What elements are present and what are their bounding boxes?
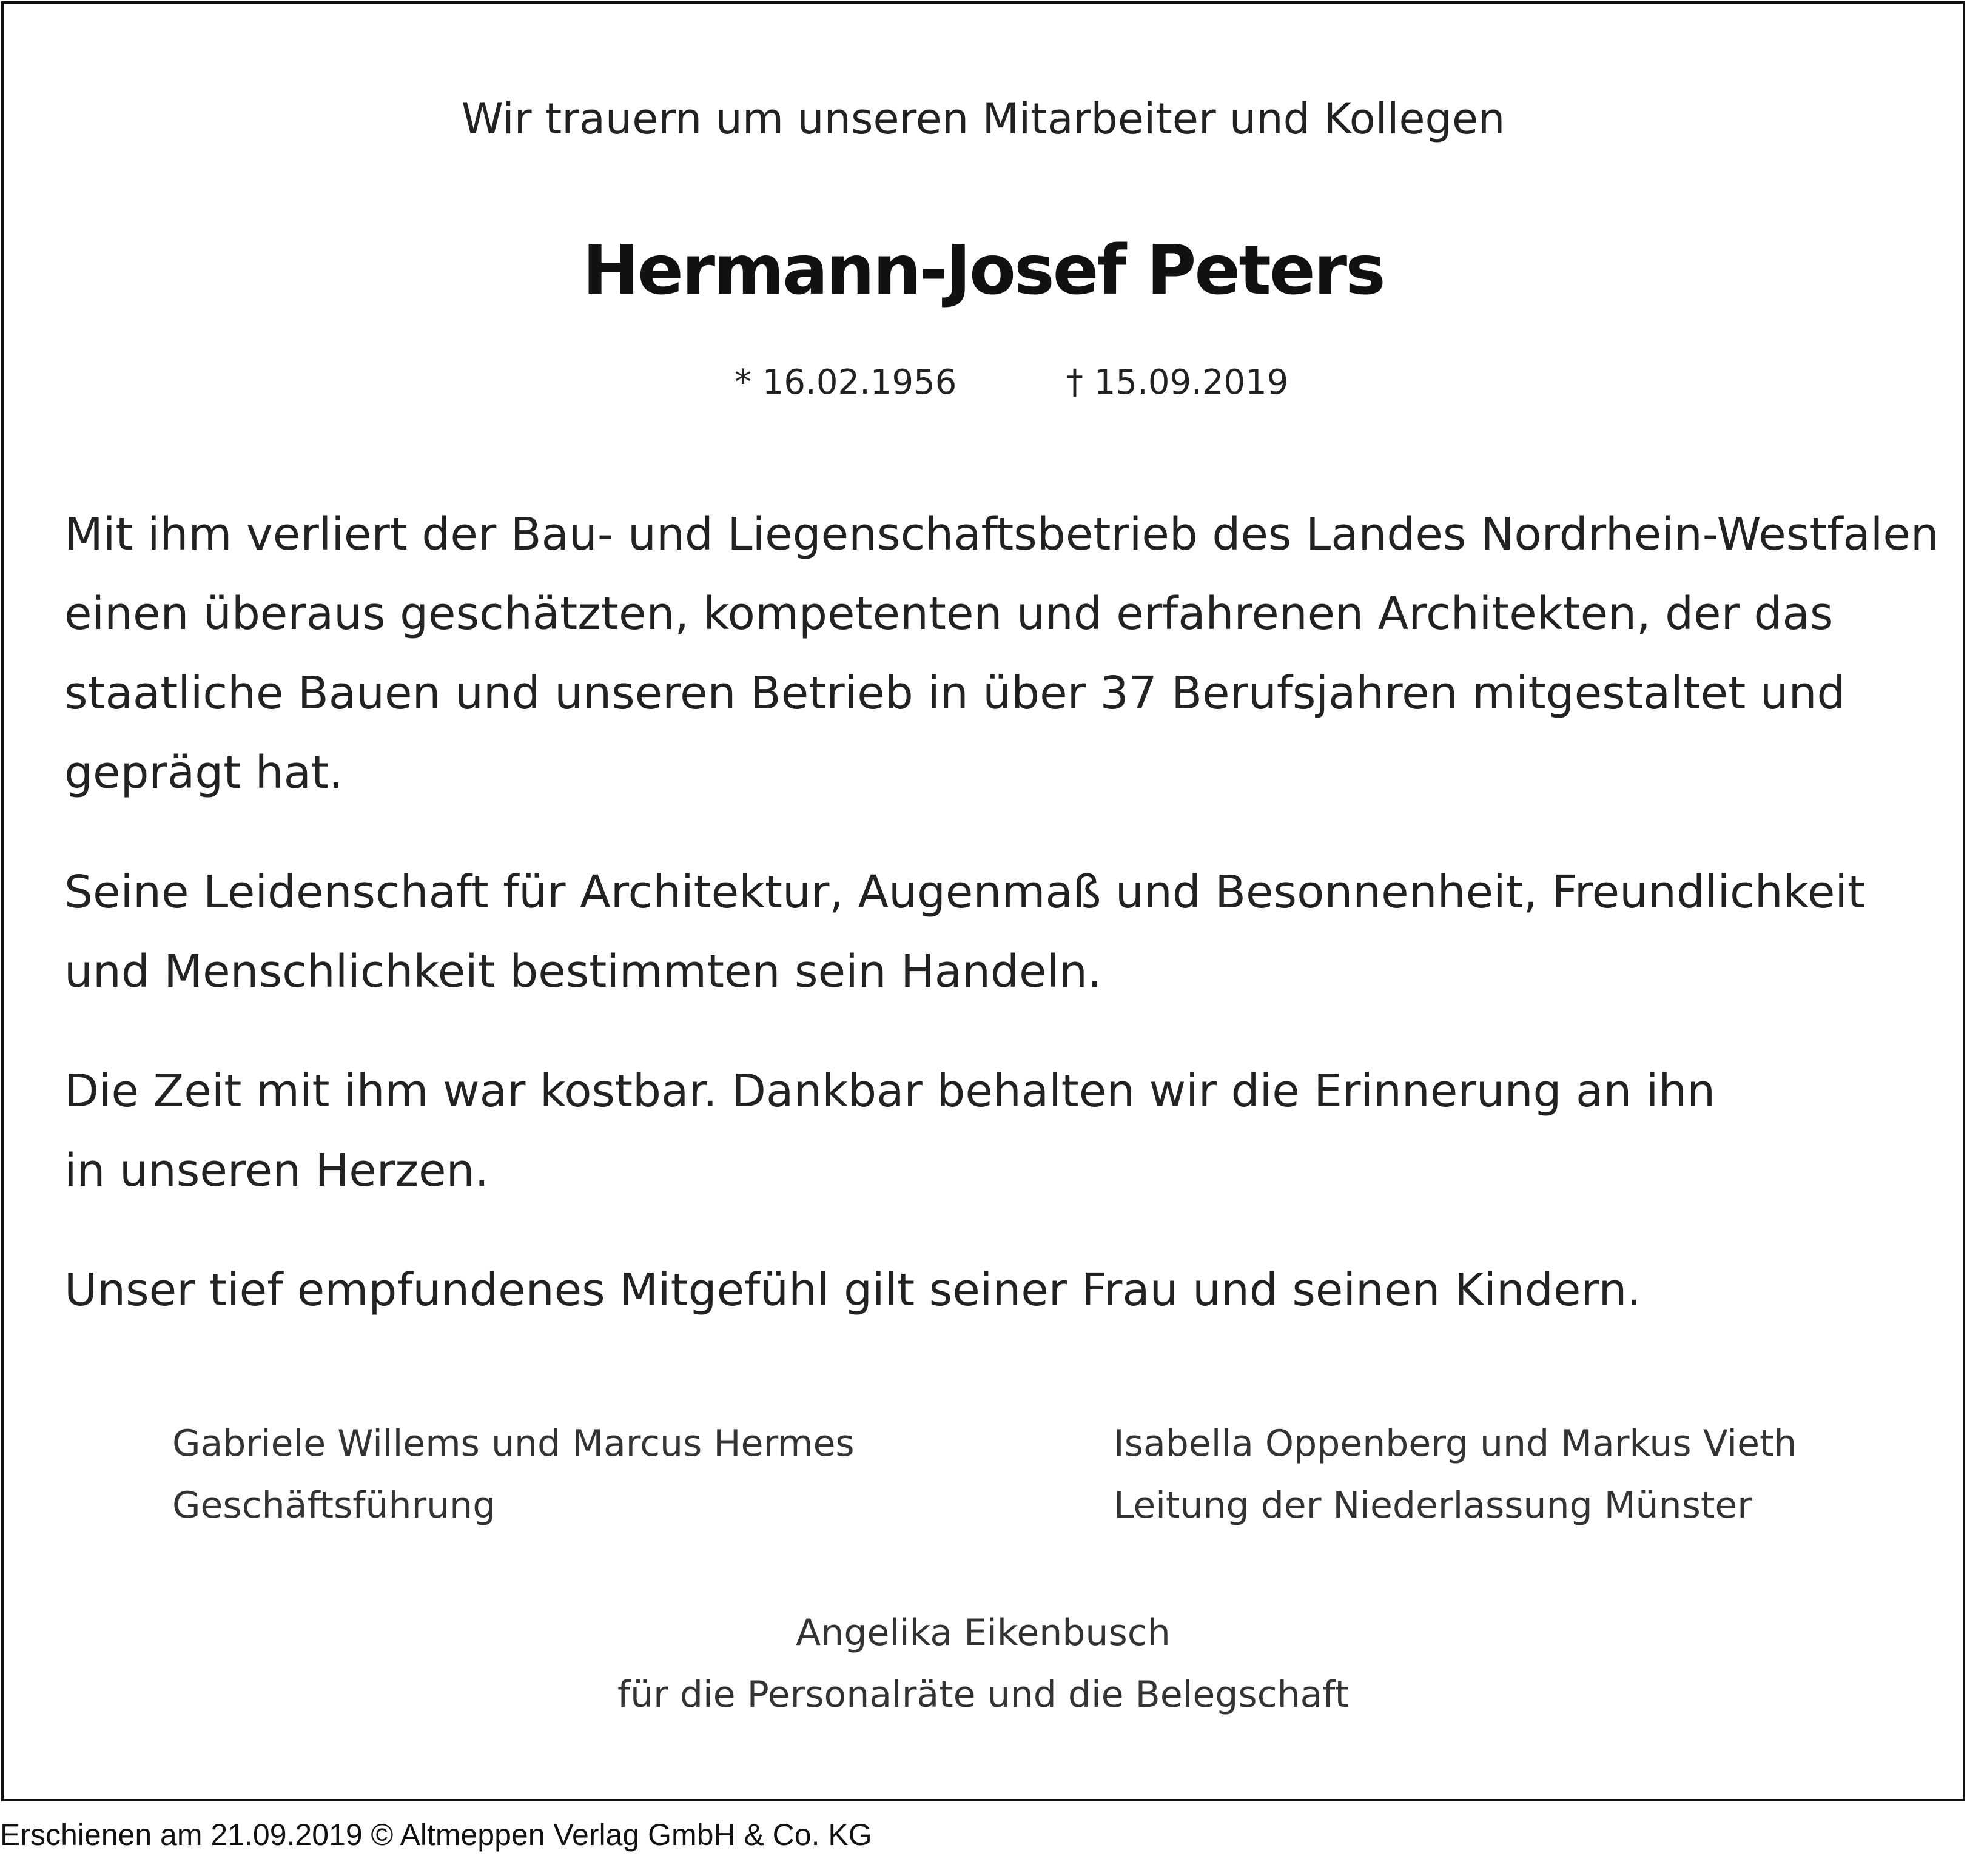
publication-footer: Erschienen am 21.09.2019 © Altmeppen Verlag GmbH & Co. KG [0,1818,872,1852]
life-dates [4,355,1963,410]
signatory-branch-lead [1114,1413,1797,1536]
signatory-staff-council [4,1602,1963,1726]
deceased-name: Hermann-Josef Peters [582,231,1384,310]
signatory-role: für die Personalräte und die Belegschaft [617,1673,1349,1716]
signatory-names: Isabella Oppenberg und Markus Vieth [1114,1422,1797,1465]
birth-date: * 16.02.1956 [735,363,957,402]
text-line: Unser tief empfundenes Mitgefühl gilt seiner Frau und seinen Kindern. [64,1264,1641,1316]
signatory-management [172,1413,855,1536]
text-line: geprägt hat. [64,747,343,799]
text-line: einen überaus geschätzten, kompetenten und erfahrenen Architekten, der das [64,588,1834,640]
signatory-role: Geschäftsführung [172,1484,496,1527]
text-line: Die Zeit mit ihm war kostbar. Dankbar behalten wir die Erinnerung an ihn [64,1065,1716,1117]
death-date: † 15.09.2019 [1066,363,1289,402]
tribute-paragraph [64,1251,1920,1330]
tribute-paragraph [64,1052,1920,1211]
signatory-names: Angelika Eikenbusch [796,1612,1171,1654]
text-line: Seine Leidenschaft für Architektur, Augenmaß und Besonnenheit, Freundlichkeit [64,866,1865,918]
obituary-notice [1,1,1965,1801]
text-line: in unseren Herzen. [64,1145,489,1197]
signatory-role: Leitung der Niederlassung Münster [1114,1484,1752,1527]
text-line: staatliche Bauen und unseren Betrieb in über 37 Berufsjahren mitgestaltet und [64,667,1846,719]
signatory-names: Gabriele Willems und Marcus Hermes [172,1422,855,1465]
text-line: Mit ihm verliert der Bau- und Liegenschaftsbetrieb des Landes Nordrhein-Westfalen [64,508,1939,560]
tribute-paragraph [64,495,1939,813]
tribute-text [64,495,1939,1370]
text-line: und Menschlichkeit bestimmten sein Handeln. [64,946,1102,998]
intro-line: Wir trauern um unseren Mitarbeiter und Kollegen [461,94,1505,144]
tribute-paragraph [64,853,1920,1012]
